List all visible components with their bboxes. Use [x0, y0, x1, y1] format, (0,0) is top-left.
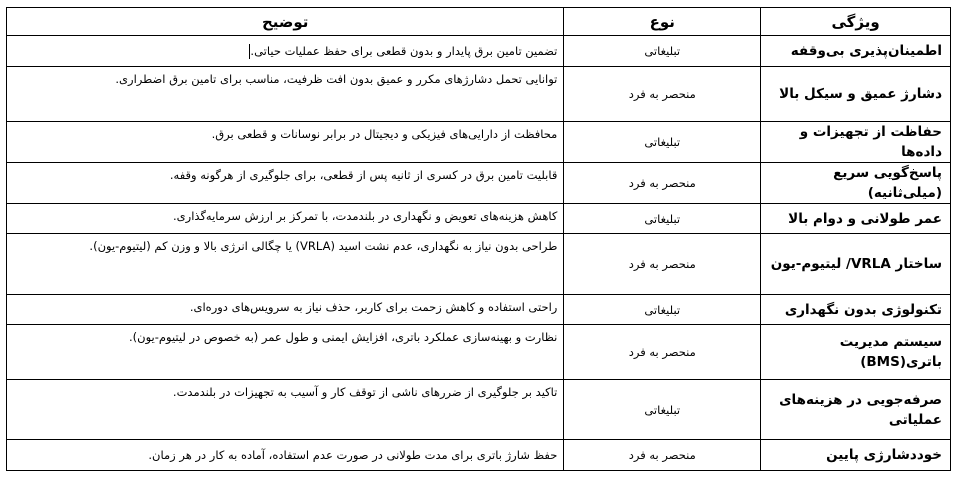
table-row	[7, 325, 951, 380]
description-cell[interactable]	[7, 36, 564, 67]
description-text: تضمین تامین برق پایدار و بدون قطعی برای حفظ عملیات حیاتی.	[250, 43, 558, 58]
table-row	[7, 440, 951, 471]
table-body	[7, 36, 951, 471]
description-cell: طراحی بدون نیاز به نگهداری، عدم نشت اسید (VRLA) یا چگالی انرژی بالا و وزن کم (لیتیوم-یون).	[7, 234, 564, 295]
type-cell: تبلیغاتی	[564, 204, 761, 234]
table-row	[7, 122, 951, 163]
type-cell: تبلیغاتی	[564, 295, 761, 325]
feature-cell: پاسخ‌گویی سریع (میلی‌ثانیه)	[761, 163, 951, 204]
type-cell: منحصر به فرد	[564, 67, 761, 122]
type-cell: منحصر به فرد	[564, 325, 761, 380]
header-feature: ویژگی	[761, 8, 951, 36]
features-table	[6, 7, 951, 471]
type-cell: تبلیغاتی	[564, 36, 761, 67]
type-cell: منحصر به فرد	[564, 234, 761, 295]
type-cell: منحصر به فرد	[564, 440, 761, 471]
header-row	[7, 8, 951, 36]
table-row	[7, 163, 951, 204]
header-description: توضیح	[7, 8, 564, 36]
description-cell: نظارت و بهینه‌سازی عملکرد باتری، افزایش ایمنی و طول عمر (به خصوص در لیتیوم-یون).	[7, 325, 564, 380]
description-cell: کاهش هزینه‌های تعویض و نگهداری در بلندمدت، با تمرکز بر ارزش سرمایه‌گذاری.	[7, 204, 564, 234]
type-cell: منحصر به فرد	[564, 163, 761, 204]
type-cell: تبلیغاتی	[564, 122, 761, 163]
header-type: نوع	[564, 8, 761, 36]
feature-cell: خوددشارژی پایین	[761, 440, 951, 471]
description-cell: تاکید بر جلوگیری از ضررهای ناشی از توقف کار و آسیب به تجهیزات در بلندمدت.	[7, 380, 564, 440]
table-row	[7, 234, 951, 295]
description-cell: راحتی استفاده و کاهش زحمت برای کاربر، حذف نیاز به سرویس‌های دوره‌ای.	[7, 295, 564, 325]
description-cell: حفظ شارژ باتری برای مدت طولانی در صورت عدم استفاده، آماده به کار در هر زمان.	[7, 440, 564, 471]
table-row	[7, 380, 951, 440]
feature-cell: اطمینان‌پذیری بی‌وقفه	[761, 36, 951, 67]
table-row	[7, 67, 951, 122]
feature-cell: ساختار VRLA/ لیتیوم-یون	[761, 234, 951, 295]
table-row	[7, 36, 951, 67]
feature-cell: صرفه‌جویی در هزینه‌های عملیاتی	[761, 380, 951, 440]
type-cell: تبلیغاتی	[564, 380, 761, 440]
description-cell: قابلیت تامین برق در کسری از ثانیه پس از قطعی، برای جلوگیری از هرگونه وقفه.	[7, 163, 564, 204]
description-cell: محافظت از دارایی‌های فیزیکی و دیجیتال در برابر نوسانات و قطعی برق.	[7, 122, 564, 163]
feature-cell: تکنولوژی بدون نگهداری	[761, 295, 951, 325]
table-row	[7, 295, 951, 325]
feature-cell: دشارژ عمیق و سیکل بالا	[761, 67, 951, 122]
table-row	[7, 204, 951, 234]
table-header	[7, 8, 951, 36]
feature-cell: عمر طولانی و دوام بالا	[761, 204, 951, 234]
feature-cell: سیستم مدیریت باتری(BMS)	[761, 325, 951, 380]
feature-cell: حفاظت از تجهیزات و داده‌ها	[761, 122, 951, 163]
description-cell: توانایی تحمل دشارژهای مکرر و عمیق بدون افت ظرفیت، مناسب برای تامین برق اضطراری.	[7, 67, 564, 122]
